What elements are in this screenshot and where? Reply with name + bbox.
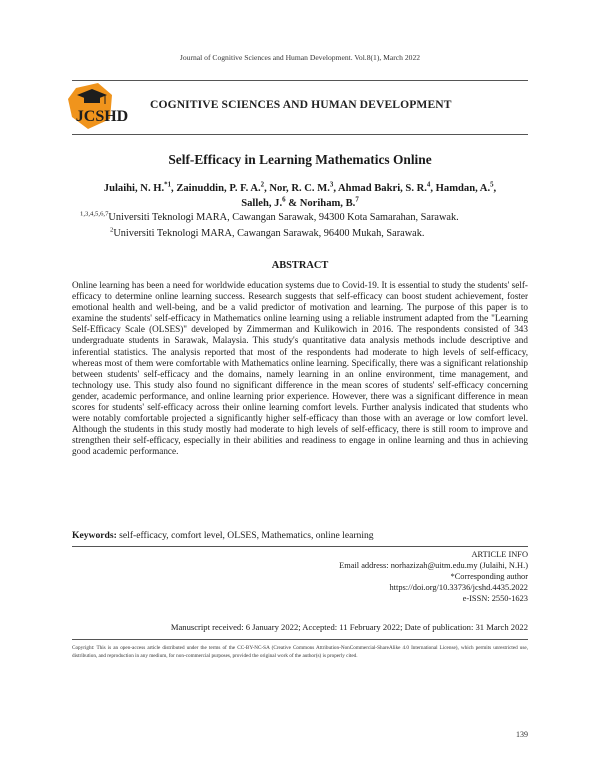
affiliation-text: Universiti Teknologi MARA, Cawangan Sarawak, 94300 Kota Samarahan, Sarawak. bbox=[108, 212, 459, 223]
keywords bbox=[72, 530, 374, 541]
author-superscript: 5 bbox=[490, 181, 494, 189]
corresponding-author-note: *Corresponding author bbox=[450, 572, 528, 581]
author-superscript: 7 bbox=[355, 196, 359, 204]
author-name: Ahmad Bakri, S. R. bbox=[338, 183, 427, 194]
journal-citation-line: Journal of Cognitive Sciences and Human Development. Vol.8(1), March 2022 bbox=[179, 53, 421, 62]
article-info-heading: ARTICLE INFO bbox=[471, 550, 528, 559]
copyright-notice: Copyright: This is an open-access article distributed under the terms of the CC-BY-NC-SA (Creative Commons Attribution-NonCommercial-ShareAlike 4.0 International License), which permits unrestricted use, distribution, and reproduction in any medium, for non-commercial purposes, provided the original work of the author(s) is properly cited. bbox=[72, 645, 528, 659]
author-name: Noriham, B. bbox=[299, 198, 356, 209]
jcshd-logo bbox=[66, 83, 136, 131]
author-name: Nor, R. C. M. bbox=[269, 183, 330, 194]
affiliation-superscript: 1,3,4,5,6,7 bbox=[80, 210, 109, 218]
logo-text: JCSHD bbox=[75, 108, 129, 125]
author-list-line-1: Julaihi, N. H.$^{*1}$, Zainuddin, P. F. A.$^2$, Nor, R. C. M.$^3$, Ahmad Bakri, S. R.$^4$, Hamdan, A.$^5$, bbox=[103, 181, 497, 194]
abstract-body: Online learning has been a need for worldwide education systems due to Covid-19. It is essential to study the students' self-efficacy to determine online learning success. Research suggests that self-efficacy can boost student achievement, foster emotional health and well-being, and be a valid predictor of motivation and learning. The purpose of this paper is to examine the students' self-efficacy in Mathematics online learning using a reliable instrument adapted from the "Learning Self-Efficacy Scale (OLSES)" developed by Zimmerman and Kulikowich in 2016. The respondents consisted of 343 undergraduate students in Sarawak, Malaysia. This study's quantitative data analysis methods include descriptive and inferential statistics. The analysis reported that most of the respondents had moderate to high levels of self-efficacy, whereas most of them were comfortable with Mathematics online learning. Specifically, there was a significant relationship between students' self-efficacy and the domains, namely learning in an online environment, time management, and technology use. This study also found no significant difference in the mean scores of students' self-efficacy concerning gender, academic performance, and online learning prior experience. However, there was a significant difference in mean scores for students' self-efficacy across their online learning comfort levels. Further analysis indicated that students who were notably comfortable projected a significantly higher self-efficacy than those with an average or low comfort level. Although the students in this study mostly had moderate to high levels of self-efficacy, there is still room to improve and strengthen their self-efficacy, especially in their abilities and readiness to engage in online learning and thus in achieving good academic performance. bbox=[72, 280, 528, 457]
author-superscript: *1 bbox=[164, 181, 172, 189]
author-superscript: 4 bbox=[426, 181, 431, 189]
keywords-label: Keywords: bbox=[72, 530, 117, 541]
manuscript-dates: Manuscript received: 6 January 2022; Accepted: 11 February 2022; Date of publication: 31 March 2022 bbox=[170, 622, 528, 632]
author-list-line-2: Salleh, J.$^6$ & Noriham, B.$^7$ bbox=[241, 196, 359, 209]
article-info bbox=[339, 549, 528, 604]
author-superscript: 3 bbox=[329, 181, 334, 189]
affiliation-2 bbox=[110, 228, 424, 239]
author-name: Salleh, J. bbox=[241, 198, 283, 209]
doi-link[interactable]: https://doi.org/10.33736/jcshd.4435.2022 bbox=[389, 583, 528, 592]
eissn: e-ISSN: 2550-1623 bbox=[462, 594, 528, 603]
author-superscript: 2 bbox=[260, 181, 265, 189]
copyright-rule bbox=[72, 639, 528, 640]
abstract-heading: ABSTRACT bbox=[271, 260, 329, 271]
keywords-text: self-efficacy, comfort level, OLSES, Mathematics, online learning bbox=[119, 530, 374, 541]
email-address: Email address: norhazizah@uitm.edu.my (Julaihi, N.H.) bbox=[339, 561, 528, 570]
author-name: Julaihi, N. H. bbox=[103, 183, 165, 194]
article-info-rule bbox=[72, 546, 528, 547]
author-name: Hamdan, A. bbox=[435, 183, 491, 194]
paper-title: Self-Efficacy in Learning Mathematics Online bbox=[168, 152, 432, 167]
page-number: 139 bbox=[516, 730, 528, 739]
affiliation-text: Universiti Teknologi MARA, Cawangan Sarawak, 96400 Mukah, Sarawak. bbox=[113, 228, 425, 239]
journal-banner-title: COGNITIVE SCIENCES AND HUMAN DEVELOPMENT bbox=[150, 98, 452, 111]
author-name: Zainuddin, P. F. A. bbox=[176, 183, 261, 194]
affiliation-superscript: 2 bbox=[110, 226, 114, 234]
header-top-rule bbox=[72, 80, 528, 81]
affiliation-1 bbox=[80, 212, 459, 223]
author-superscript: 6 bbox=[282, 196, 286, 204]
header-bottom-rule bbox=[72, 134, 528, 135]
